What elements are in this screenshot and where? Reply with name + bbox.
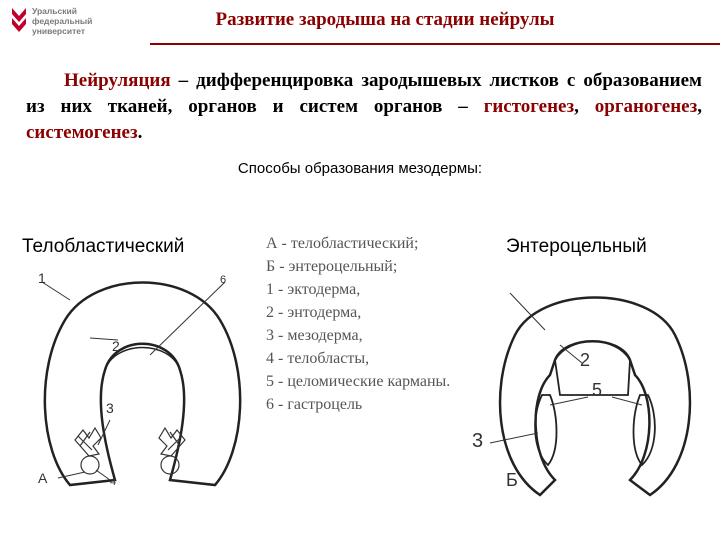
method-right-label: Энтероцельный xyxy=(506,236,647,257)
logo-text xyxy=(32,6,92,36)
definition-text: – дифференцировка зародышевых листков с образованием из них тканей, органов и систем органов – xyxy=(26,70,702,117)
left-label-6: 6 xyxy=(220,274,227,286)
title-divider xyxy=(150,43,720,45)
right-label-5: 5 xyxy=(592,380,603,400)
right-label-b: Б xyxy=(506,470,518,490)
term-histogenesis: гистогенез xyxy=(483,96,575,117)
left-label-1: 1 xyxy=(38,270,46,286)
legend-item: Б - энтероцельный; xyxy=(266,258,398,275)
method-left-label: Телобластический xyxy=(22,236,185,257)
ural-university-logo-icon xyxy=(10,6,28,36)
left-label-3: 3 xyxy=(106,400,114,416)
logo-line-2: федеральный xyxy=(32,16,93,26)
university-logo xyxy=(10,6,130,40)
definition-paragraph xyxy=(26,68,702,146)
logo-line-3: университет xyxy=(32,26,86,36)
legend-item: 3 - мезодерма, xyxy=(266,327,363,344)
legend-item: А - телобластический; xyxy=(266,235,419,252)
left-label-4: 4 xyxy=(110,476,117,488)
paragraph-end: . xyxy=(137,122,143,143)
term-neurulation: Нейруляция xyxy=(64,70,171,91)
left-label-a: А xyxy=(38,470,48,486)
subtitle: Способы образования мезодермы: xyxy=(237,160,483,177)
legend-item: 2 - энтодерма, xyxy=(266,304,362,321)
separator-2: , xyxy=(697,96,702,117)
term-systemogenesis: системогенез xyxy=(26,122,138,143)
legend xyxy=(266,232,450,416)
separator-1: , xyxy=(574,96,595,117)
legend-item: 4 - телобласты, xyxy=(266,350,370,367)
logo-line-1: Уральский xyxy=(32,6,77,16)
right-label-3: 3 xyxy=(472,430,484,452)
term-organogenesis: органогенез xyxy=(594,96,698,117)
legend-item: 5 - целомические карманы. xyxy=(266,373,451,390)
teloblastic-diagram xyxy=(30,260,255,500)
left-label-2: 2 xyxy=(112,338,120,354)
legend-item: 6 - гастроцель xyxy=(266,396,363,413)
legend-item: 1 - эктодерма, xyxy=(266,281,361,298)
slide-title: Развитие зародыша на стадии нейрулы xyxy=(215,9,555,30)
right-label-2: 2 xyxy=(580,350,591,370)
